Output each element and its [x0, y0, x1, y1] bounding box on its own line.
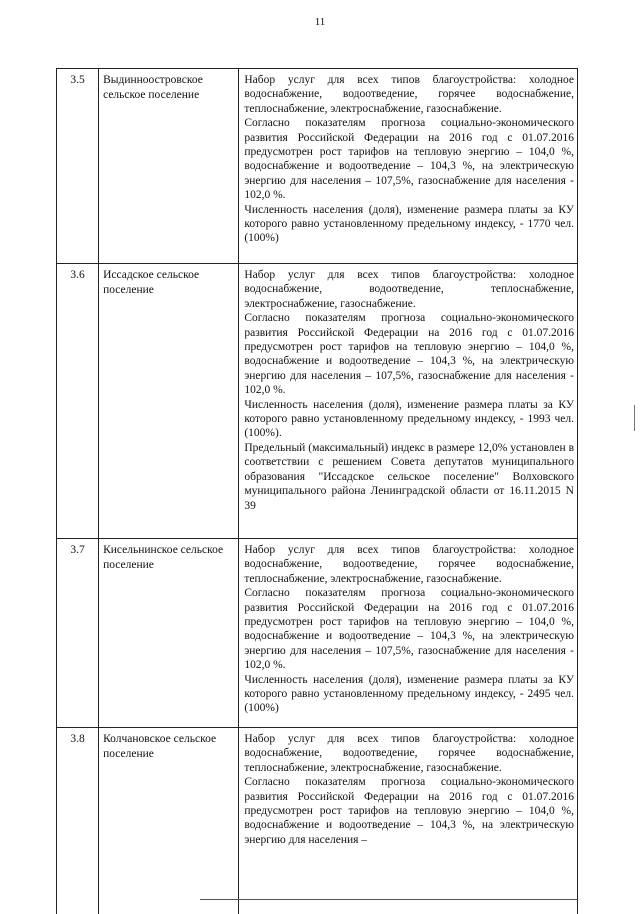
row-number: 3.6: [57, 264, 99, 539]
page-number: 11: [0, 16, 640, 28]
description-paragraph: Согласно показателям прогноза социально-экономического развития Российской Федерации на 2016 год с 01.07.2016 предусмотрен рост тарифов на тепловую энергию – 104,0 %, водоснабжение и водоотведение – 104,3 %, на электрическую энергию для населения –: [244, 775, 574, 847]
row-number: 3.7: [57, 539, 99, 728]
description-paragraph: Численность населения (доля), изменение размера платы за КУ которого равно установленному предельному индексу, - 1993 чел. (100%).: [244, 398, 574, 441]
settlement-name: Кисельнинское сельское поселение: [99, 539, 239, 728]
settlement-name: Выдинноостровское сельское поселение: [99, 69, 239, 264]
table-row: [57, 728, 578, 914]
description-paragraph: Численность населения (доля), изменение размера платы за КУ которого равно установленному предельному индексу, - 1770 чел. (100%): [244, 203, 574, 246]
description-paragraph: Набор услуг для всех типов благоустройства: холодное водоснабжение, водоотведение, горячее водоснабжение, теплоснабжение, электроснабжение, газоснабжение.: [244, 543, 574, 586]
scan-bottom-line: [200, 899, 578, 900]
table-row: [57, 264, 578, 539]
settlement-description: [239, 728, 578, 914]
description-paragraph: Набор услуг для всех типов благоустройства: холодное водоснабжение, водоотведение, теплоснабжение, электроснабжение, газоснабжение.: [244, 268, 574, 311]
description-paragraph: Согласно показателям прогноза социально-экономического развития Российской Федерации на 2016 год с 01.07.2016 предусмотрен рост тарифов на тепловую энергию – 104,0 %, водоснабжение и водоотведение – 104,3 %, на электрическую энергию для населения – 107,5%, газоснабжение для населения - 102,0 %.: [244, 586, 574, 672]
row-number: 3.5: [57, 69, 99, 264]
settlements-table: [56, 68, 578, 914]
settlement-description: [239, 69, 578, 264]
description-paragraph: Предельный (максимальный) индекс в размере 12,0% установлен в соответствии с решением Совета депутатов муниципального образования "Иссадское сельское поселение" Волховского муниципального района Ленинградской области от 16.11.2015 N 39: [244, 441, 574, 513]
description-paragraph: Согласно показателям прогноза социально-экономического развития Российской Федерации на 2016 год с 01.07.2016 предусмотрен рост тарифов на тепловую энергию – 104,0 %, водоснабжение и водоотведение – 104,3 %, на электрическую энергию для населения – 107,5%, газоснабжение для населения - 102,0 %.: [244, 116, 574, 202]
table-row: [57, 69, 578, 264]
settlement-name: Иссадское сельское поселение: [99, 264, 239, 539]
row-number: 3.8: [57, 728, 99, 914]
scan-edge-mark: [634, 405, 635, 431]
settlement-name: Колчановское сельское поселение: [99, 728, 239, 914]
description-paragraph: Согласно показателям прогноза социально-экономического развития Российской Федерации на 2016 год с 01.07.2016 предусмотрен рост тарифов на тепловую энергию – 104,0 %, водоснабжение и водоотведение – 104,3 %, на электрическую энергию для населения – 107,5%, газоснабжение для населения - 102,0 %.: [244, 311, 574, 397]
settlement-description: [239, 264, 578, 539]
description-paragraph: Набор услуг для всех типов благоустройства: холодное водоснабжение, водоотведение, горячее водоснабжение, теплоснабжение, электроснабжение, газоснабжение.: [244, 73, 574, 116]
description-paragraph: Численность населения (доля), изменение размера платы за КУ которого равно установленному предельному индексу, - 2495 чел. (100%): [244, 673, 574, 716]
settlement-description: [239, 539, 578, 728]
description-paragraph: Набор услуг для всех типов благоустройства: холодное водоснабжение, водоотведение, горячее водоснабжение, теплоснабжение, электроснабжение, газоснабжение.: [244, 732, 574, 775]
table-row: [57, 539, 578, 728]
